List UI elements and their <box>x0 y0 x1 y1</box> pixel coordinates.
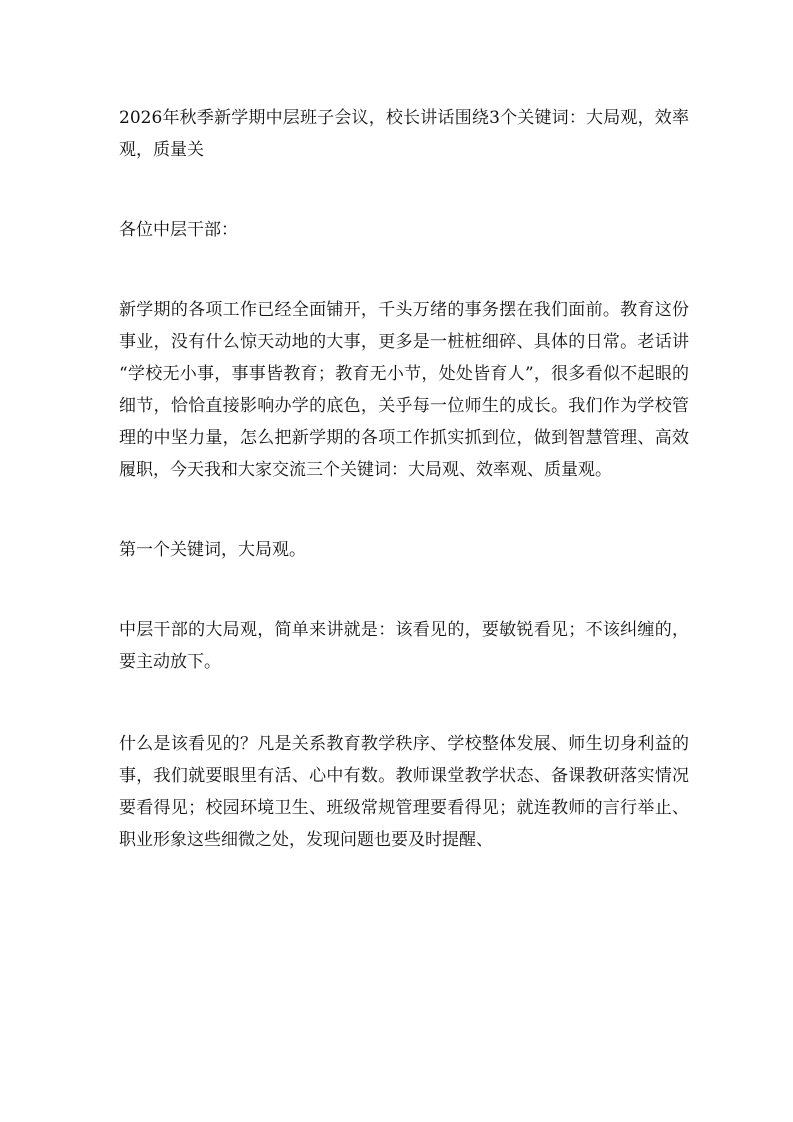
paragraph-intro: 新学期的各项工作已经全面铺开，千头万绪的事务摆在我们面前。教育这份事业，没有什么惊天动地的大事，更多是一桩桩细碎、具体的日常。老话讲 “学校无小事，事事皆教育；教育无小节，处处皆育人”，很多看似不起眼的细节，恰恰直接影响办学的底色，关乎每一位师生的成长。我们作为学校管理的中坚力量，怎么把新学期的各项工作抓实抓到位，做到智慧管理、高效履职，今天我和大家交流三个关键词：大局观、效率观、质量观。 <box>119 300 689 480</box>
paragraph-big-picture: 中层干部的大局观，简单来讲就是：该看见的，要敏锐看见；不该纠缠的，要主动放下。 <box>119 620 689 672</box>
salutation: 各位中层干部： <box>119 220 238 240</box>
paragraph-what-to-see: 什么是该看见的？凡是关系教育教学秩序、学校整体发展、师生切身利益的事，我们就要眼里有活、心中有数。教师课堂教学状态、备课教研落实情况要看得见；校园环境卫生、班级常规管理要看得见；就连教师的言行举止、职业形象这些细微之处，发现问题也要及时提醒、 <box>119 734 689 850</box>
document-title: 2026年秋季新学期中层班子会议，校长讲话围绕3个关键词：大局观，效率观，质量关 <box>119 108 689 160</box>
paragraph-keyword-heading: 第一个关键词，大局观。 <box>119 540 306 560</box>
document-page <box>119 102 689 856</box>
